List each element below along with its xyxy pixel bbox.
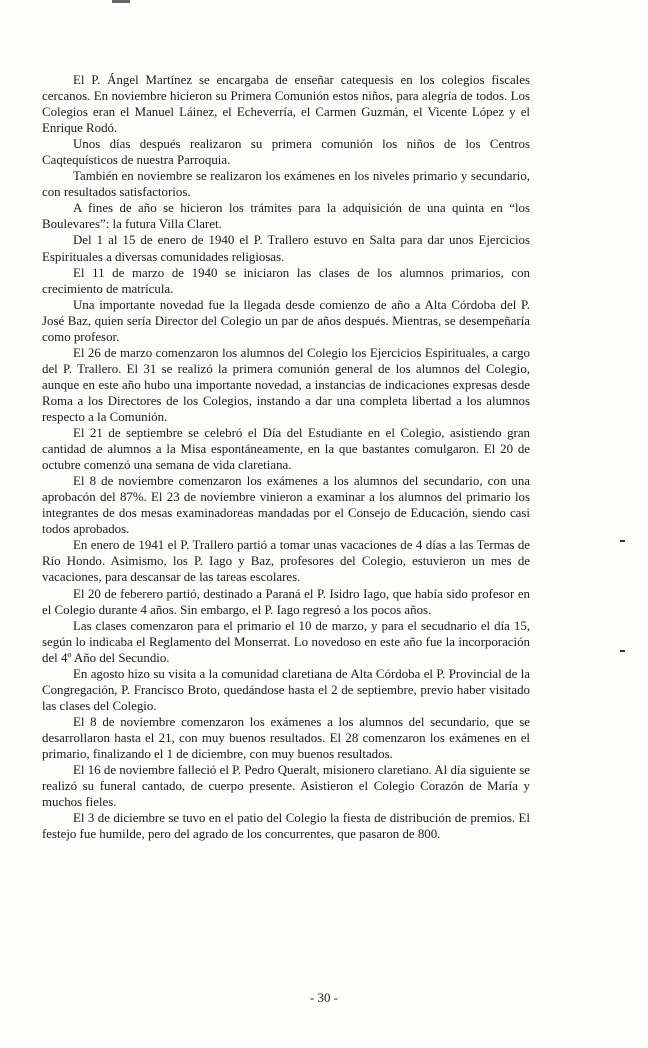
paragraph: En agosto hizo su visita a la comunidad claretiana de Alta Córdoba el P. Provincial de la Congregación, P. Francisco Broto, quedándose hasta el 2 de septiembre, previo haber visitado las clases del Colegio. — [42, 666, 530, 713]
scan-artifact — [620, 540, 625, 542]
scan-artifact — [620, 650, 625, 652]
paragraph: Unos días después realizaron su primera comunión los niños de los Centros Caqtequísticos de nuestra Parroquia. — [42, 137, 530, 168]
paragraph: El 20 de feberero partió, destinado a Paraná el P. Isidro Iago, que había sido profesor en el Colegio durante 4 años. Sin embargo, el P. Iago regresó a los pocos años. — [42, 586, 530, 617]
paragraph: Del 1 al 15 de enero de 1940 el P. Trallero estuvo en Salta para dar unos Ejercicios Espirituales a diversas comunidades religiosas. — [42, 233, 530, 264]
paragraph: El 26 de marzo comenzaron los alumnos del Colegio los Ejercicios Espirituales, a cargo del P. Trallero. El 31 se realizó la primera comunión general de los alumnos del Colegio, aunque en este año hubo una importante novedad, a instancias de indicaciones expresas desde Roma a los Directores de los Colegios, instando a dar una completa libertad a los alumnos respecto a la Comunión. — [42, 345, 530, 424]
paragraph: Las clases comenzaron para el primario el 10 de marzo, y para el secudnario el día 15, según lo indicaba el Reglamento del Monserrat. Lo novedoso en este año fue la incorporación del 4º Año del Secundio. — [42, 618, 530, 665]
paragraph: En enero de 1941 el P. Trallero partió a tomar unas vacaciones de 4 días a las Termas de Río Hondo. Asimismo, los P. Iago y Baz, profesores del Colegio, estuvieron un mes de vacaciones, para descansar de las tareas escolares. — [42, 538, 530, 585]
paragraph: El 8 de noviembre comenzaron los exámenes a los alumnos del secundario, con una aprobacón del 87%. El 23 de noviembre vinieron a examinar a los alumnos del primario los integrantes de dos mesas examinadoreas mandadas por el Consejo de Educación, siendo casi todos aprobados. — [42, 474, 530, 537]
paragraph: El 3 de diciembre se tuvo en el patio del Colegio la fiesta de distribución de premios. El festejo fue humilde, pero del agrado de los concurrentes, que pasaron de 800. — [42, 811, 530, 842]
paragraph: También en noviembre se realizaron los exámenes en los niveles primario y secundario, con resultados satisfactorios. — [42, 169, 530, 200]
body-text — [42, 72, 530, 842]
paragraph: Una importante novedad fue la llegada desde comienzo de año a Alta Córdoba del P. José Baz, quien sería Director del Colegio un par de años después. Mientras, se desempeñaría como profesor. — [42, 297, 530, 344]
paragraph: El P. Ángel Martínez se encargaba de enseñar catequesis en los colegios fiscales cercanos. En noviembre hicieron su Primera Comunión estos niños, para alegría de todos. Los Colegios eran el Manuel Láinez, el Echeverría, el Carmen Guzmán, el Vicente López y el Enrique Rodó. — [42, 73, 530, 136]
scan-artifact — [112, 0, 130, 3]
paragraph: A fines de año se hicieron los trámites para la adquisición de una quinta en “los Boulevares”: la futura Villa Claret. — [42, 201, 530, 232]
paragraph: El 11 de marzo de 1940 se iniciaron las clases de los alumnos primarios, con crecimiento de matrícula. — [42, 265, 530, 296]
paragraph: El 16 de noviembre falleció el P. Pedro Queralt, misionero claretiano. Al día siguiente se realizó su funeral cantado, de cuerpo presente. Asistieron el Colegio Corazón de María y muchos fieles. — [42, 763, 530, 810]
paragraph: El 8 de noviembre comenzaron los exámenes a los alumnos del secundario, que se desarrollaron hasta el 21, con muy buenos resultados. El 28 comenzaron los exámenes en el primario, finalizando el 1 de diciembre, con muy buenos resultados. — [42, 714, 530, 761]
page-number: - 30 - — [309, 990, 339, 1005]
paragraph: El 21 de septiembre se celebró el Día del Estudiante en el Colegio, asistiendo gran cantidad de alumnos a la Misa espontáneamente, en la que bastantes comulgaron. El 20 de octubre comenzó una semana de vida claretiana. — [42, 426, 530, 473]
